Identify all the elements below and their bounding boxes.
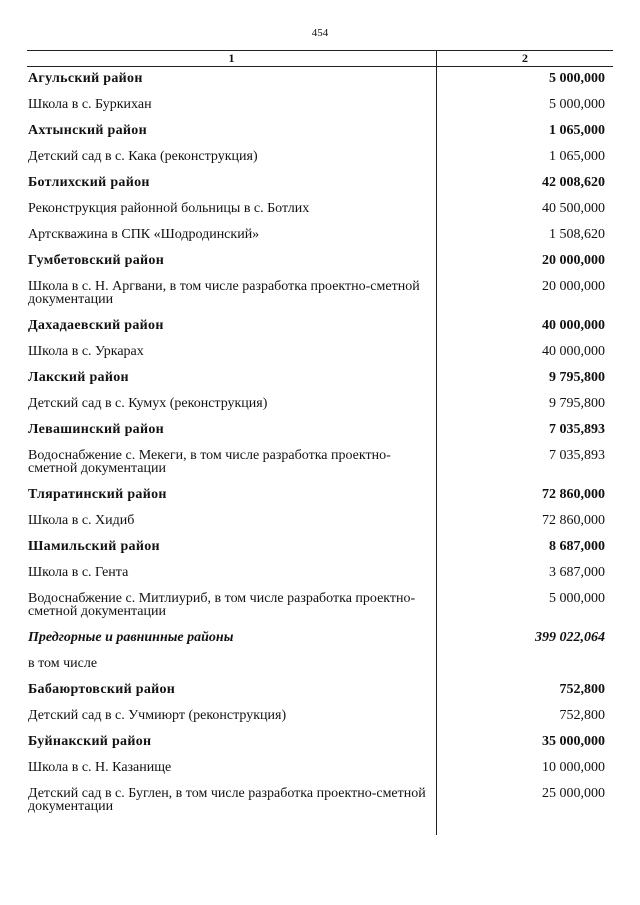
table-row (27, 275, 613, 314)
row-name: Реконструкция районной больницы в с. Ботлих (28, 201, 310, 216)
row-value: 9 795,800 (549, 396, 605, 411)
row-name: Детский сад в с. Буглен, в том числе разработка проектно-сметной документации (28, 786, 426, 814)
column-divider (436, 67, 437, 835)
table-row (27, 652, 613, 678)
row-value: 35 000,000 (542, 734, 605, 749)
header-col-2: 2 (522, 51, 528, 65)
row-name: Предгорные и равнинные районы (28, 630, 234, 645)
table-row-district (27, 418, 613, 444)
row-name: Артскважина в СПК «Шодродинский» (28, 227, 260, 242)
table-row-district (27, 483, 613, 509)
table-row-district (27, 730, 613, 756)
row-name: Тляратинский район (28, 487, 167, 502)
row-value: 752,800 (559, 682, 605, 697)
row-name: Бабаюртовский район (28, 682, 176, 697)
row-value: 5 000,000 (549, 71, 605, 86)
row-name: Гумбетовский район (28, 253, 165, 268)
table-row (27, 509, 613, 535)
row-value: 72 860,000 (542, 513, 605, 528)
row-name: Детский сад в с. Кака (реконструкция) (28, 149, 258, 164)
table-row (27, 444, 613, 483)
row-name: Водоснабжение с. Митлиуриб, в том числе разработка проектно-сметной документации (28, 591, 416, 619)
row-name: Буйнакский район (28, 734, 152, 749)
row-name: Школа в с. Уркарах (28, 344, 144, 359)
row-value: 25 000,000 (542, 786, 605, 801)
row-value: 20 000,000 (542, 279, 605, 294)
table-row-district (27, 366, 613, 392)
row-name: в том числе (28, 656, 98, 671)
row-value: 10 000,000 (542, 760, 605, 775)
header-col-1: 1 (27, 51, 437, 66)
row-name: Шамильский район (28, 539, 160, 554)
row-value: 399 022,064 (535, 630, 605, 645)
row-name: Школа в с. Н. Аргвани, в том числе разработка проектно-сметной документации (28, 279, 420, 307)
table-row (27, 561, 613, 587)
row-value: 8 687,000 (549, 539, 605, 554)
row-name: Школа в с. Буркихан (28, 97, 152, 112)
table-row (27, 197, 613, 223)
table-row (27, 587, 613, 626)
row-name: Школа в с. Хидиб (28, 513, 135, 528)
row-name: Лакский район (28, 370, 129, 385)
row-name: Школа в с. Н. Казанище (28, 760, 172, 775)
page-number: 454 (311, 27, 329, 39)
table-row-district (27, 67, 613, 93)
table-row-district (27, 314, 613, 340)
row-value (436, 652, 613, 678)
row-value: 7 035,893 (549, 422, 605, 437)
table-row (27, 93, 613, 119)
table-row (27, 145, 613, 171)
table-row-district (27, 119, 613, 145)
row-value: 72 860,000 (542, 487, 605, 502)
table-row (27, 392, 613, 418)
row-name: Ботлихский район (28, 175, 150, 190)
row-value: 9 795,800 (549, 370, 605, 385)
table-header (27, 50, 613, 67)
row-value: 1 508,620 (549, 227, 605, 242)
table-row (27, 223, 613, 249)
row-value: 40 500,000 (542, 201, 605, 216)
row-value: 1 065,000 (549, 149, 605, 164)
table-body (27, 67, 613, 821)
row-value: 40 000,000 (542, 344, 605, 359)
row-name: Детский сад в с. Кумух (реконструкция) (28, 396, 268, 411)
row-name: Школа в с. Гента (28, 565, 129, 580)
row-value: 3 687,000 (549, 565, 605, 580)
row-value: 752,800 (559, 708, 605, 723)
row-value: 40 000,000 (542, 318, 605, 333)
table-row-group (27, 626, 613, 652)
table-row (27, 782, 613, 821)
row-name: Ахтынский район (28, 123, 147, 138)
row-name: Водоснабжение с. Мекеги, в том числе разработка проектно-сметной документации (28, 448, 391, 476)
table-row-district (27, 249, 613, 275)
table-row-district (27, 535, 613, 561)
row-value: 20 000,000 (542, 253, 605, 268)
row-name: Дахадаевский район (28, 318, 164, 333)
row-value: 7 035,893 (549, 448, 605, 463)
budget-table (27, 50, 613, 821)
row-name: Детский сад в с. Учмиюрт (реконструкция) (28, 708, 287, 723)
table-row (27, 340, 613, 366)
row-value: 1 065,000 (549, 123, 605, 138)
row-value: 42 008,620 (542, 175, 605, 190)
row-name: Левашинский район (28, 422, 164, 437)
table-row (27, 756, 613, 782)
row-value: 5 000,000 (549, 591, 605, 606)
table-row (27, 704, 613, 730)
row-value: 5 000,000 (549, 97, 605, 112)
table-row-district (27, 678, 613, 704)
table-row-district (27, 171, 613, 197)
row-name: Агульский район (28, 71, 143, 86)
